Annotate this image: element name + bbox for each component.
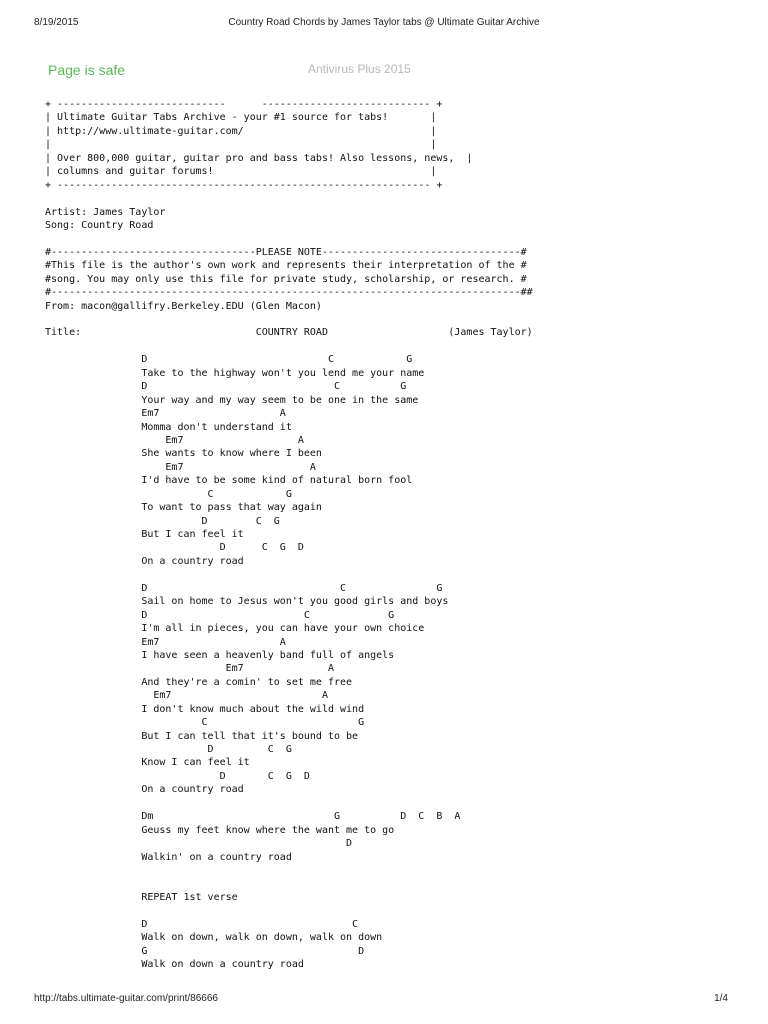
tab-line <box>45 192 533 205</box>
tab-line: But I can feel it <box>45 529 244 540</box>
tab-line: Title: COUNTRY ROAD (James Taylor) <box>45 327 533 339</box>
tab-line: Em7 A <box>45 663 334 675</box>
tab-line: C G <box>45 717 365 729</box>
tab-line: | Over 800,000 guitar, guitar pro and bass tabs! Also lessons, news, | <box>45 152 473 164</box>
tab-line: Know I can feel it <box>45 757 250 769</box>
tab-line: | http://www.ultimate-guitar.com/ | <box>45 125 437 137</box>
tab-line: I'm all in pieces, you can have your own choice <box>45 623 425 635</box>
tab-line: | | <box>45 139 437 151</box>
tab-line: On a country road <box>45 555 244 567</box>
tab-line: Song: Country Road <box>45 219 154 231</box>
tab-line: | columns and guitar forums! | <box>45 166 437 178</box>
tab-line: D C G <box>45 381 407 393</box>
tab-line: D C G D <box>45 542 304 554</box>
tab-line: Dm G D C B A <box>45 811 461 823</box>
print-url: http://tabs.ultimate-guitar.com/print/86666 <box>34 993 218 1004</box>
tab-line: D C G <box>45 354 413 366</box>
antivirus-label: Antivirus Plus 2015 <box>308 62 411 76</box>
print-page-title: Country Road Chords by James Taylor tabs @ Ultimate Guitar Archive <box>228 17 540 28</box>
tab-line: To want to pass that way again <box>45 502 322 514</box>
tab-line: Walk on down, walk on down, walk on down <box>45 932 383 944</box>
tab-line: D C G <box>45 744 292 755</box>
tab-line <box>45 568 533 581</box>
tab-line: D <box>45 838 353 850</box>
tab-line <box>45 340 533 353</box>
print-date: 8/19/2015 <box>34 17 79 28</box>
tab-line: Sail on home to Jesus won't you good girls and boys <box>45 596 449 608</box>
tab-line: #This file is the author's own work and represents their interpretation of the # <box>45 260 527 272</box>
tab-line: Take to the highway won't you lend me your name <box>45 367 425 379</box>
tab-line: I'd have to be some kind of natural born fool <box>45 475 413 487</box>
tab-line: From: macon@gallifry.Berkeley.EDU (Glen Macon) <box>45 300 322 312</box>
tab-line: Em7 A <box>45 690 328 702</box>
tab-line: Momma don't understand it <box>45 421 292 433</box>
tab-line: Your way and my way seem to be one in the same <box>45 394 419 406</box>
tab-line: D C <box>45 918 359 930</box>
tab-line: And they're a comin' to set me free <box>45 676 353 688</box>
tab-line: D C G <box>45 609 395 621</box>
tab-line: Em7 A <box>45 461 316 473</box>
tab-line <box>45 313 533 326</box>
tab-line: D C G <box>45 582 443 594</box>
tab-line <box>45 232 533 245</box>
page-safe-label: Page is safe <box>48 62 126 78</box>
tab-line <box>45 864 533 877</box>
tab-line: I have seen a heavenly band full of angels <box>45 649 395 661</box>
page-number: 1/4 <box>714 993 728 1004</box>
tab-document-body <box>45 98 533 971</box>
tab-line: On a country road <box>45 784 244 796</box>
tab-line: But I can tell that it's bound to be <box>45 730 359 742</box>
tab-line <box>45 904 533 917</box>
tab-line: G D <box>45 945 365 957</box>
tab-line: C G <box>45 488 292 500</box>
tab-line: Em7 A <box>45 434 304 446</box>
tab-line: #----------------------------------PLEASE NOTE---------------------------------# <box>45 246 527 258</box>
tab-line: #song. You may only use this file for private study, scholarship, or research. # <box>45 273 527 285</box>
tab-line: Geuss my feet know where the want me to go <box>45 824 395 836</box>
tab-line <box>45 877 533 890</box>
tab-line: Walkin' on a country road <box>45 851 292 863</box>
tab-line: Walk on down a country road <box>45 959 304 970</box>
tab-line: D C G D <box>45 770 310 782</box>
tab-line <box>45 797 533 810</box>
tab-line: D C G <box>45 515 280 527</box>
tab-line: REPEAT 1st verse <box>45 891 238 903</box>
tab-line: Artist: James Taylor <box>45 206 166 218</box>
tab-line: #------------------------------------------------------------------------------## <box>45 287 533 299</box>
tab-line: Em7 A <box>45 636 286 648</box>
tab-line: Em7 A <box>45 408 286 420</box>
tab-line: | Ultimate Guitar Tabs Archive - your #1 source for tabs! | <box>45 112 437 124</box>
tab-line: She wants to know where I been <box>45 448 322 460</box>
tab-line: + -------------------------------------------------------------- + <box>45 179 443 191</box>
tab-line: I don't know much about the wild wind <box>45 703 365 715</box>
tab-line: + ---------------------------- ---------------------------- + <box>45 99 443 110</box>
